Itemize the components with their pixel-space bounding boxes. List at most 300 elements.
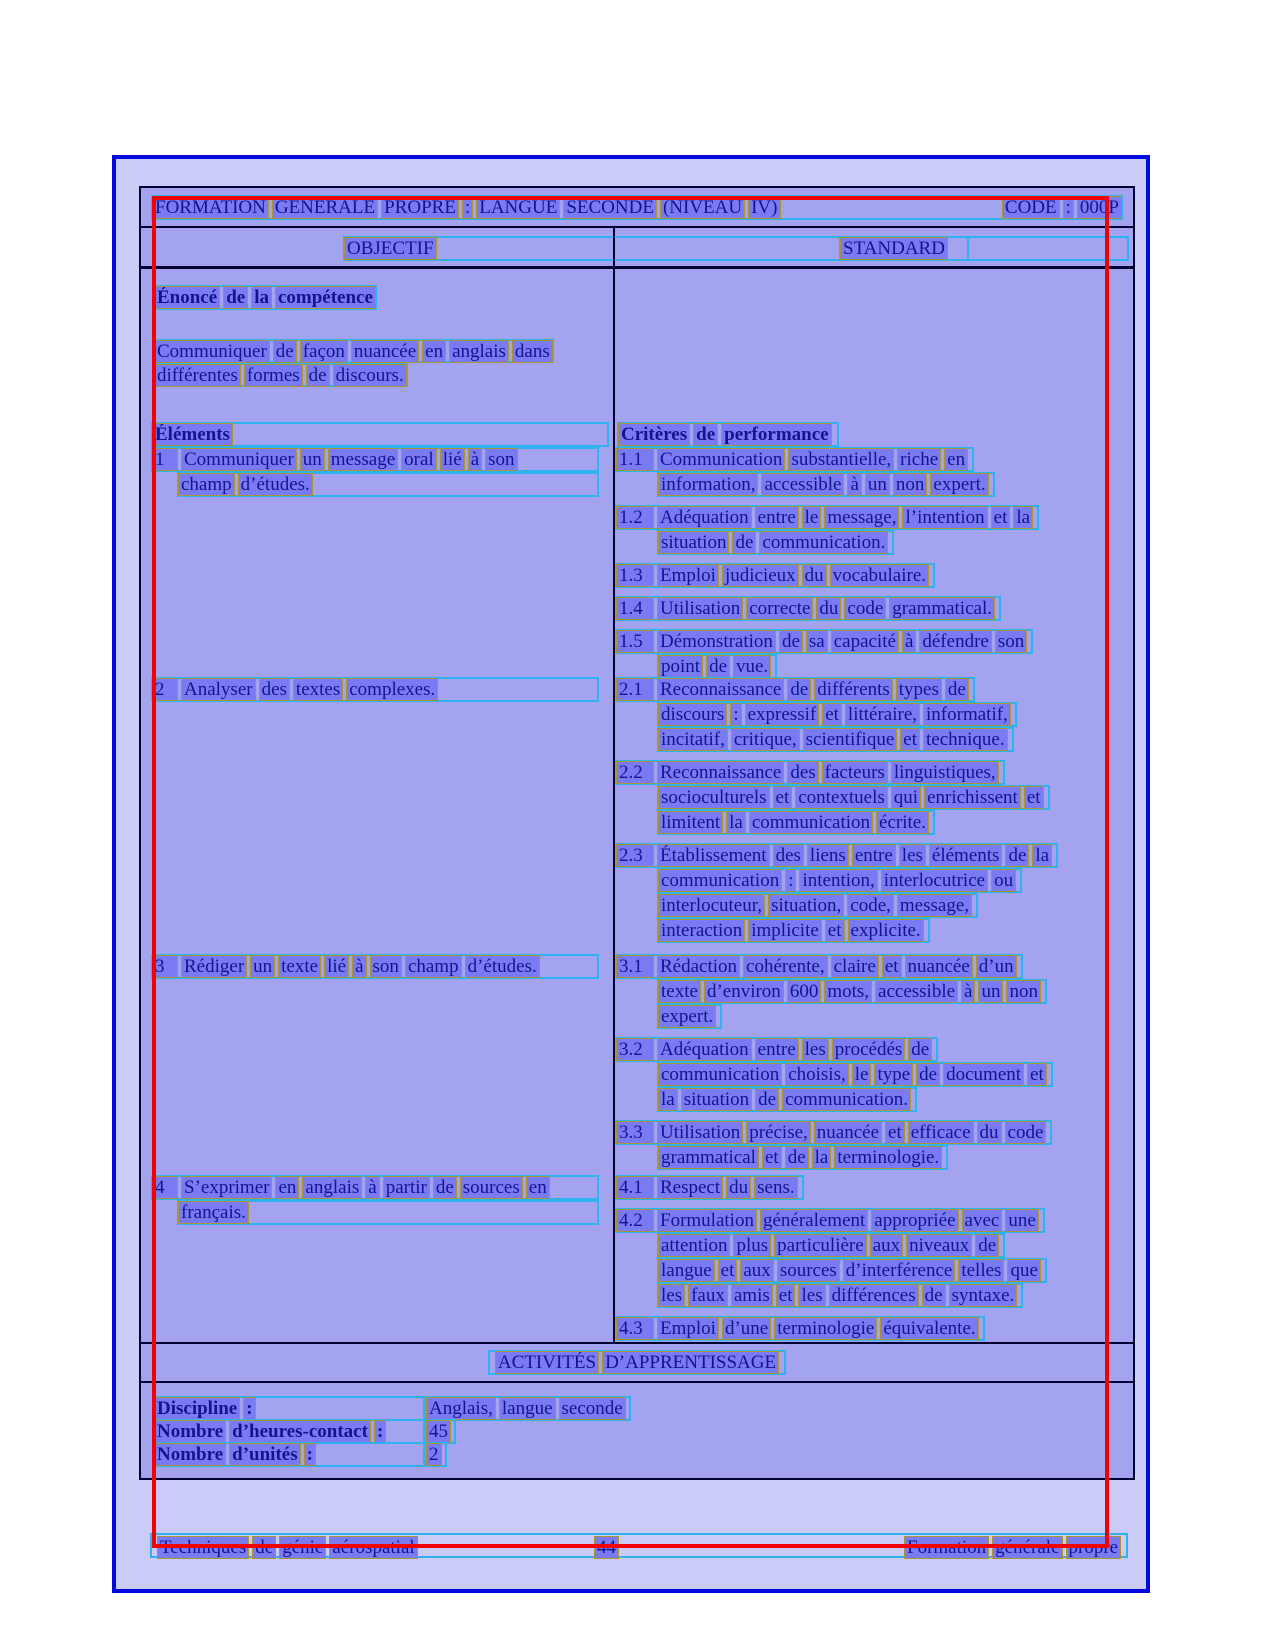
ocr-line (615, 1208, 1045, 1233)
ocr-word: génie (282, 1537, 324, 1558)
ocr-line (615, 1316, 985, 1341)
ocr-word: le (804, 507, 819, 528)
criterion-number: 1.4 (617, 598, 653, 619)
ocr-line (615, 629, 1033, 654)
ocr-word: la (814, 1147, 829, 1168)
ocr-word: du (804, 565, 824, 586)
ocr-word: : (246, 1398, 253, 1419)
criterion-item (615, 1175, 1133, 1200)
ocr-word: (NIVEAU (662, 196, 743, 218)
ocr-word: Formation (907, 1537, 987, 1558)
ocr-word: un (302, 449, 322, 470)
elements-heading (151, 422, 609, 447)
ocr-word: des (790, 762, 816, 783)
ocr-word: Rédiger (184, 956, 245, 977)
ocr-word: nuancée (907, 956, 970, 977)
info-value (425, 1442, 447, 1467)
ocr-word: texte (281, 956, 319, 977)
competency-table (139, 186, 1135, 1480)
ocr-word: limitent (661, 812, 721, 833)
ocr-word: propre (1068, 1537, 1119, 1558)
criteres-heading (617, 422, 839, 447)
ocr-word: et (825, 704, 839, 725)
ocr-word: Énoncé (157, 287, 218, 308)
ocr-word: entre (757, 1039, 796, 1060)
ocr-word: le (854, 1064, 869, 1085)
ocr-word: situation (661, 532, 727, 553)
table-title-row (141, 188, 1133, 228)
ocr-word: faux (691, 1285, 725, 1306)
ocr-line (657, 727, 1014, 752)
ocr-word: types (898, 679, 939, 700)
footer-section-name (905, 1535, 1120, 1560)
info-value (425, 1419, 456, 1444)
ocr-word: et (827, 920, 842, 941)
ocr-word: dans (514, 340, 550, 362)
info-value (425, 1396, 631, 1421)
ocr-word: Reconnaissance (660, 679, 782, 700)
criterion-item (615, 760, 1133, 835)
ocr-word: d’environ (706, 981, 781, 1002)
ocr-word: informatif, (926, 704, 1008, 725)
ocr-word: et (1030, 1064, 1044, 1085)
ocr-word: procédés (834, 1039, 903, 1060)
ocr-word: judicieux (724, 565, 796, 586)
ocr-line (657, 918, 930, 943)
ocr-word: : (376, 1421, 384, 1442)
ocr-word: terminologie. (837, 1147, 940, 1168)
ocr-line (657, 702, 1017, 727)
ocr-word: et (884, 956, 899, 977)
ocr-word: Reconnaissance (660, 762, 782, 783)
criteria-list (613, 677, 1133, 951)
ocr-word: la (661, 1089, 675, 1110)
ocr-word: oral (404, 449, 434, 470)
ocr-word: information, (661, 474, 756, 495)
ocr-word: de (1008, 845, 1027, 866)
ocr-word: de (787, 1147, 806, 1168)
ocr-word: lié (442, 449, 462, 470)
ocr-line (657, 530, 894, 555)
ocr-word: Emploi (660, 565, 716, 586)
activities-header-row (141, 1344, 1133, 1383)
criterion-number: 2.2 (617, 762, 653, 783)
ocr-word: Démonstration (660, 631, 773, 652)
criterion-number: 4.2 (617, 1210, 653, 1231)
criterion-item (615, 629, 1133, 679)
ocr-word: d’interférence (845, 1260, 953, 1281)
ocr-line (657, 1004, 722, 1029)
ocr-line (615, 843, 1058, 868)
ocr-word: et (764, 1147, 779, 1168)
criterion-number: 3.3 (617, 1122, 653, 1143)
ocr-word: et (993, 507, 1008, 528)
ocr-word: Emploi (660, 1318, 716, 1339)
ocr-word: d’unités (232, 1444, 298, 1465)
activities-heading (488, 1350, 786, 1375)
ocr-word: généralement (762, 1210, 866, 1231)
column-divider (613, 228, 615, 1344)
competency-group (141, 1175, 1133, 1349)
ocr-word: à (355, 956, 364, 977)
ocr-word: et (903, 729, 917, 750)
ocr-word: Techniques (160, 1537, 247, 1558)
ocr-word: claire (833, 956, 876, 977)
ocr-word: linguistiques, (893, 762, 996, 783)
ocr-word: niveaux (909, 1235, 970, 1256)
ocr-word: littéraire, (847, 704, 918, 725)
ocr-word: entre (854, 845, 893, 866)
element-item (141, 677, 613, 702)
ocr-word: sa (808, 631, 825, 652)
code-label (1003, 197, 1121, 218)
criterion-item (615, 563, 1133, 588)
criterion-item (615, 1208, 1133, 1308)
ocr-word: Utilisation (660, 1122, 741, 1143)
ocr-line (615, 1120, 1052, 1145)
enonce-heading (153, 285, 377, 310)
ocr-word: que (1010, 1260, 1038, 1281)
ocr-word: des (261, 679, 287, 700)
element-item (141, 954, 613, 979)
ocr-word: en (947, 449, 966, 470)
ocr-word: Critères (621, 424, 688, 445)
ocr-word: situation, (771, 895, 842, 916)
element-number: 2 (153, 679, 177, 700)
ocr-word: explicite. (850, 920, 921, 941)
element-number: 3 (153, 956, 177, 977)
ocr-word: communication. (762, 532, 886, 553)
criterion-number: 2.1 (617, 679, 653, 700)
ocr-word: éléments (931, 845, 1000, 866)
ocr-line (151, 447, 599, 472)
ocr-word: du (979, 1122, 999, 1143)
criteria-list (613, 447, 1133, 687)
ocr-word: et (720, 1260, 735, 1281)
ocr-word: un (253, 956, 273, 977)
ocr-word: de (947, 679, 966, 700)
info-row (153, 1420, 1133, 1443)
ocr-word: l’intention (905, 507, 985, 528)
ocr-line (615, 760, 1005, 785)
ocr-word: Communiquer (157, 340, 267, 362)
ocr-word: de (709, 656, 727, 677)
ocr-word: précise, (749, 1122, 808, 1143)
column-header-row (141, 228, 1133, 269)
ocr-word: communication (661, 1064, 780, 1085)
ocr-word: facteurs (824, 762, 885, 783)
page-footer (150, 1533, 1128, 1558)
ocr-word: de (781, 631, 800, 652)
ocr-word: expressif (747, 704, 817, 725)
info-label (153, 1396, 425, 1421)
ocr-word: complexes. (349, 679, 436, 700)
ocr-word: et (775, 787, 790, 808)
ocr-word: substantielle, (791, 449, 892, 470)
ocr-line (615, 677, 975, 702)
ocr-word: particulière (777, 1235, 864, 1256)
ocr-word: en (528, 1177, 547, 1198)
ocr-word: de (308, 364, 327, 386)
ocr-word: à (850, 474, 859, 495)
criterion-number: 1.3 (617, 565, 653, 586)
ocr-word: technique. (925, 729, 1005, 750)
ocr-word: Discipline (157, 1398, 238, 1419)
criterion-item (615, 1316, 1133, 1341)
ocr-line (657, 654, 777, 679)
ocr-word: nuancée (816, 1122, 880, 1143)
ocr-word: attention (661, 1235, 728, 1256)
info-row (153, 1443, 1133, 1466)
ocr-word: intention, (802, 870, 875, 891)
criterion-number: 1.2 (617, 507, 653, 528)
ocr-word: Nombre (157, 1444, 224, 1465)
ocr-word: de (696, 424, 716, 445)
ocr-word: à (964, 981, 973, 1002)
ocr-word: Nombre (157, 1421, 224, 1442)
ocr-line (657, 1258, 1047, 1283)
ocr-word: CODE (1004, 196, 1057, 218)
objectif-column-header (343, 236, 1129, 261)
criterion-item (615, 843, 1133, 943)
ocr-word: son (997, 631, 1025, 652)
ocr-word: 2 (429, 1444, 439, 1465)
ocr-line (177, 1200, 599, 1225)
competency-group (141, 954, 1133, 1178)
ocr-word: entre (757, 507, 796, 528)
document-sheet (112, 155, 1150, 1593)
ocr-word: enrichissent (927, 787, 1018, 808)
ocr-word: des (775, 845, 801, 866)
ocr-word: générale (995, 1537, 1060, 1558)
ocr-word: de (978, 1235, 997, 1256)
ocr-line (657, 893, 978, 918)
ocr-word: choisis, (788, 1064, 846, 1085)
ocr-line (657, 810, 935, 835)
ocr-word: anglais (452, 340, 506, 362)
ocr-word: : (464, 196, 471, 218)
ocr-word: textes (295, 679, 341, 700)
ocr-word: riche (900, 449, 939, 470)
ocr-word: expert. (661, 1006, 714, 1027)
criterion-item (615, 954, 1133, 1029)
ocr-word: un (867, 474, 887, 495)
ocr-word: vue. (736, 656, 769, 677)
ocr-line (615, 954, 1023, 979)
ocr-word: défendre (922, 631, 989, 652)
ocr-word: Rédaction (660, 956, 738, 977)
ocr-word: OBJECTIF (347, 238, 434, 259)
ocr-word: aux (872, 1235, 901, 1256)
criterion-number: 2.3 (617, 845, 653, 866)
info-label (153, 1419, 425, 1444)
sub-headers-row (141, 422, 1133, 447)
ocr-word: sources (462, 1177, 520, 1198)
ocr-word: nuancée (353, 340, 417, 362)
ocr-word: capacité (833, 631, 896, 652)
standard-column-header (839, 236, 969, 261)
ocr-line (151, 195, 1123, 220)
ocr-line (153, 339, 554, 363)
ocr-word: IV) (751, 196, 778, 218)
ocr-word: plus (736, 1235, 769, 1256)
ocr-word: différentes (157, 364, 238, 386)
criterion-item (615, 1037, 1133, 1112)
ocr-word: à (904, 631, 914, 652)
ocr-line (657, 1087, 917, 1112)
ocr-word: cohérente, (746, 956, 825, 977)
ocr-word: d’heures-contact (232, 1421, 368, 1442)
ocr-word: la (1016, 507, 1031, 528)
ocr-word: d’un (978, 956, 1014, 977)
criterion-number: 3.1 (617, 956, 653, 977)
ocr-word: du (729, 1177, 749, 1198)
ocr-word: 000P (1079, 196, 1119, 218)
element-item (141, 1175, 613, 1225)
ocr-word: de (924, 1285, 943, 1306)
ocr-line (657, 979, 1047, 1004)
ocr-line (657, 1062, 1053, 1087)
ocr-word: son (488, 449, 515, 470)
criteria-list (613, 1175, 1133, 1349)
footer-page-number (595, 1535, 618, 1560)
ocr-word: message (330, 449, 396, 470)
ocr-word: vocabulaire. (832, 565, 927, 586)
ocr-word: communication (751, 812, 871, 833)
ocr-word: la (254, 287, 269, 308)
ocr-word: 600 (789, 981, 819, 1002)
ocr-line (177, 472, 599, 497)
ocr-word: de (435, 1177, 454, 1198)
ocr-word: accessible (764, 474, 842, 495)
ocr-word: à (470, 449, 480, 470)
ocr-word: correcte (749, 598, 811, 619)
ocr-word: amis (733, 1285, 770, 1306)
ocr-word: performance (724, 424, 829, 445)
ocr-word: de (226, 287, 246, 308)
ocr-word: syntaxe. (951, 1285, 1015, 1306)
ocr-word: anglais (305, 1177, 360, 1198)
ocr-word: écrite. (879, 812, 926, 833)
ocr-word: un (981, 981, 1001, 1002)
ocr-word: ou (994, 870, 1014, 891)
ocr-line (657, 785, 1050, 810)
ocr-word: les (901, 845, 923, 866)
ocr-word: et (778, 1285, 793, 1306)
ocr-line (615, 563, 935, 588)
ocr-word: GÉNÉRALE (274, 196, 376, 218)
ocr-word: code (847, 598, 884, 619)
ocr-line (657, 1283, 1023, 1308)
info-row (153, 1397, 1133, 1420)
ocr-word: équivalente. (883, 1318, 976, 1339)
ocr-word: code, (850, 895, 891, 916)
ocr-word: Éléments (155, 424, 230, 445)
ocr-word: Adéquation (660, 1039, 749, 1060)
competency-group (141, 447, 1133, 687)
ocr-word: scientifique (805, 729, 895, 750)
ocr-word: point (661, 656, 701, 677)
ocr-line (151, 1175, 599, 1200)
ocr-word: S’exprimer (184, 1177, 270, 1198)
ocr-word: contextuels (798, 787, 885, 808)
ocr-word: 45 (429, 1421, 448, 1442)
ocr-line (615, 447, 974, 472)
ocr-word: Utilisation (660, 598, 741, 619)
ocr-word: compétence (277, 287, 373, 308)
ocr-word: Analyser (184, 679, 253, 700)
ocr-word: message, (899, 895, 970, 916)
ocr-line (153, 363, 408, 387)
ocr-word: les (661, 1285, 683, 1306)
ocr-word: Communiquer (184, 449, 294, 470)
ocr-line (615, 1175, 804, 1200)
competency-group (141, 677, 1133, 951)
ocr-word: code (1007, 1122, 1044, 1143)
ocr-word: : (1065, 196, 1071, 218)
ocr-word: de (758, 1089, 777, 1110)
ocr-word: terminologie (777, 1318, 875, 1339)
ocr-word: FORMATION (155, 196, 266, 218)
ocr-word: communication. (785, 1089, 909, 1110)
ocr-word: Adéquation (660, 507, 749, 528)
ocr-word: de (275, 340, 294, 362)
ocr-line (615, 596, 1001, 621)
ocr-word: de (255, 1537, 274, 1558)
competency-content-row (141, 269, 1133, 1344)
ocr-line (615, 505, 1039, 530)
ocr-word: et (1026, 787, 1041, 808)
ocr-word: aérospatial (332, 1537, 415, 1558)
ocr-word: formes (246, 364, 300, 386)
ocr-word: interlocutrice (883, 870, 986, 891)
ocr-word: sens. (757, 1177, 795, 1198)
ocr-word: du (819, 598, 839, 619)
ocr-word: Respect (660, 1177, 721, 1198)
criterion-number: 4.3 (617, 1318, 653, 1339)
ocr-word: D’APPRENTISSAGE (605, 1352, 777, 1373)
ocr-word: SECONDE (566, 196, 654, 218)
element-item (141, 447, 613, 497)
ocr-word: : (306, 1444, 313, 1465)
ocr-word: en (278, 1177, 297, 1198)
ocr-word: socioculturels (661, 787, 767, 808)
ocr-word: efficace (910, 1122, 971, 1143)
ocr-word: discours (661, 704, 725, 725)
ocr-word: mots, (827, 981, 870, 1002)
ocr-word: d’études. (240, 474, 310, 495)
ocr-word: Anglais, (429, 1398, 493, 1419)
ocr-word: d’études. (467, 956, 537, 977)
ocr-word: LANGUE (479, 196, 558, 218)
ocr-word: une (1008, 1210, 1036, 1231)
ocr-word: interaction (661, 920, 743, 941)
ocr-word: : (788, 870, 794, 891)
ocr-word: de (735, 532, 754, 553)
ocr-word: les (801, 1285, 823, 1306)
ocr-word: grammatical (661, 1147, 756, 1168)
ocr-word: type (877, 1064, 911, 1085)
element-number: 1 (153, 449, 177, 470)
ocr-word: grammatical. (892, 598, 992, 619)
ocr-word: Communication (660, 449, 783, 470)
ocr-word: Établissement (660, 845, 767, 866)
ocr-word: en (425, 340, 444, 362)
ocr-word: document (946, 1064, 1022, 1085)
ocr-line (657, 868, 1022, 893)
ocr-word: 44 (597, 1537, 616, 1558)
ocr-line (657, 1145, 948, 1170)
